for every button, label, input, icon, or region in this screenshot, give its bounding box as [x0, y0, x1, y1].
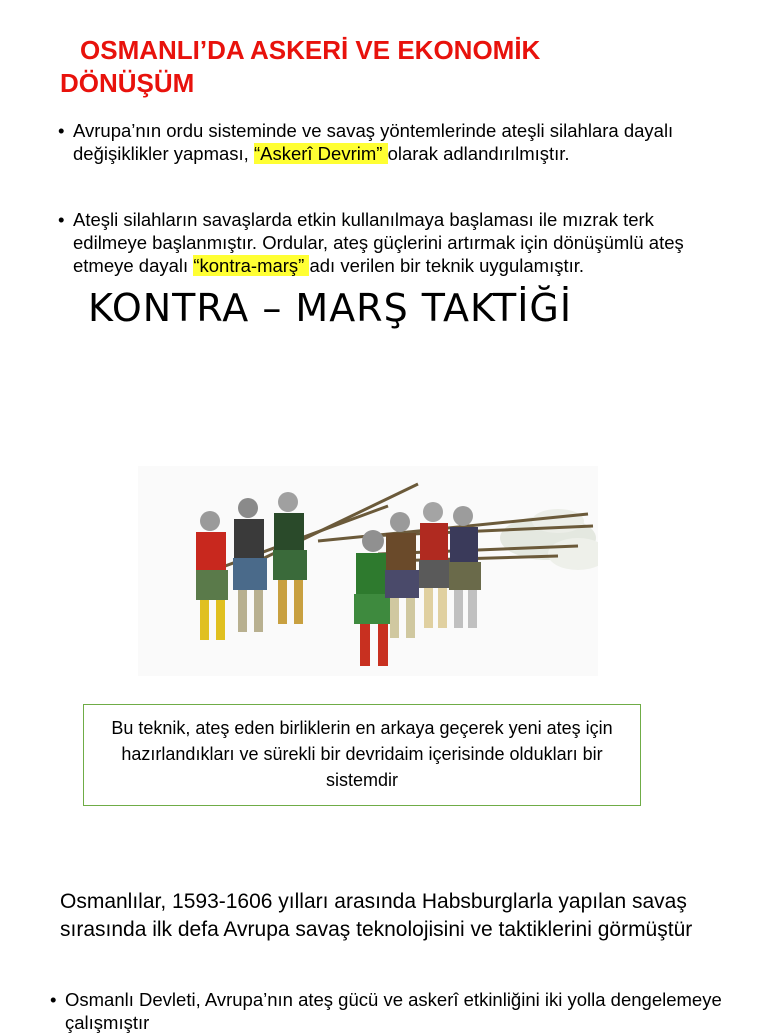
bullet-text-before: Avrupa’nın ordu sisteminde ve savaş yöntemlerinde ateşli silahlara dayalı değişiklikler yapması,	[73, 120, 674, 164]
highlight-kontra-mars: “kontra-marş”	[193, 255, 310, 276]
bullet-kontra-mars	[58, 208, 733, 277]
musketeers-illustration	[138, 466, 598, 676]
info-box: Bu teknik, ateş eden birliklerin en arkaya geçerek yeni ateş için hazırlandıkları ve sürekli bir devridaim içerisinde oldukları bir sistemdir	[83, 704, 641, 806]
bullet-ottoman-balance	[50, 988, 725, 1034]
bullet-dot: •	[58, 120, 65, 141]
slide-title-line1: OSMANLI’DA ASKERİ VE EKONOMİK	[80, 35, 541, 65]
bullet-text-before: Ateşli silahların savaşlarda etkin kullanılmaya başlaması ile mızrak terk edilmeye başlanmıştır. Ordular, ateş güçlerini artırmak için dönüşümlü ateş etmeye dayalı	[73, 209, 684, 276]
bullet-text: Osmanlı Devleti, Avrupa’nın ateş gücü ve askerî etkinliğini iki yolla dengelemeye çalışmıştır	[65, 989, 722, 1033]
ottoman-paragraph: Osmanlılar, 1593-1606 yılları arasında Habsburglarla yapılan savaş sırasında ilk defa Avrupa savaş teknolojisini ve taktiklerini görmüştür	[60, 890, 693, 941]
slide-title-line2: DÖNÜŞÜM	[60, 68, 195, 98]
section-heading: KONTRA – MARŞ TAKTİĞİ	[88, 286, 573, 330]
bullet-text-after: adı verilen bir teknik uygulamıştır.	[309, 255, 585, 276]
highlight-askeri-devrim: “Askerî Devrim”	[253, 143, 388, 164]
bullet-dot: •	[58, 209, 65, 230]
slide-title	[60, 34, 620, 100]
bullet-askeri-devrim	[58, 119, 733, 165]
bullet-dot: •	[50, 989, 57, 1010]
bullet-text-after: olarak adlandırılmıştır.	[387, 143, 570, 164]
